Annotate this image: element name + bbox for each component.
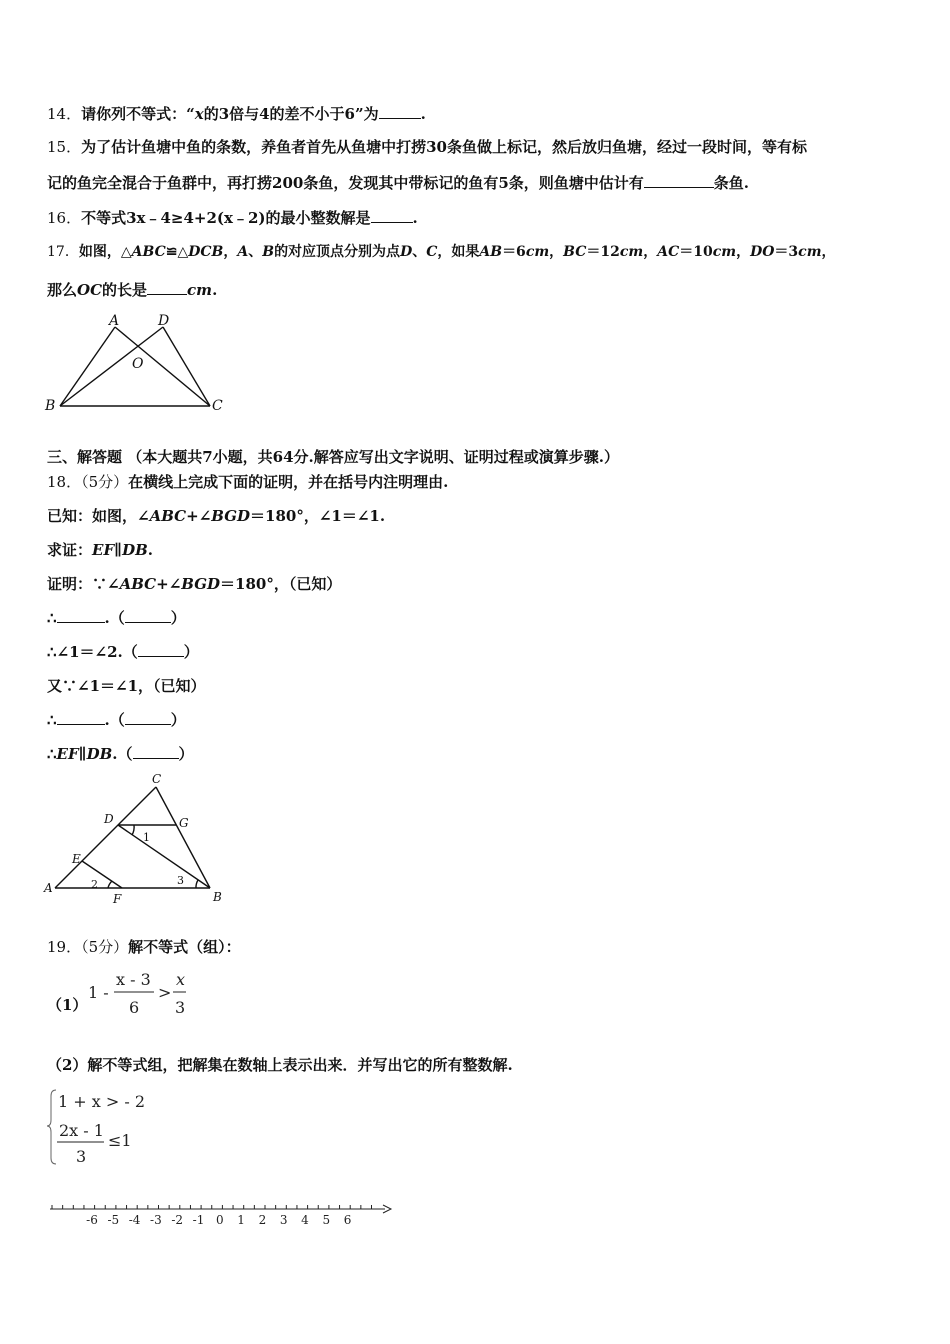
q17-line-dc <box>163 327 210 406</box>
q18-label-b: B <box>213 890 222 904</box>
q17-line1-seg: 、 <box>412 244 427 260</box>
q18-line-ac <box>55 787 156 888</box>
q14-answer-blank[interactable] <box>379 104 421 119</box>
q17-figure <box>40 310 240 420</box>
q19-part2-text: （2）解不等式组，把解集在数轴上表示出来．并写出它的所有整数解. <box>47 1056 513 1074</box>
q17-line1-seg: ， <box>643 244 658 260</box>
q18-score: （5分） <box>81 473 129 491</box>
q18-known-seg: ABC <box>149 507 187 525</box>
q18-step2 <box>47 642 199 662</box>
q18-step4 <box>47 710 186 730</box>
q18-known-seg: ＝180°，∠1＝∠1. <box>250 507 386 525</box>
q17-line1-seg: cm <box>619 244 644 260</box>
q18-line-cb <box>156 787 210 888</box>
q17-line1-seg: ， <box>736 244 751 260</box>
q17-line1-seg: 、 <box>248 244 263 260</box>
q19-p1-num: x - 3 <box>116 970 151 989</box>
q17-label-d: D <box>158 313 170 329</box>
q19-number: 19． <box>47 938 82 956</box>
q17-line1 <box>79 244 836 260</box>
q18-angle-2-arc <box>108 881 112 888</box>
q18-step1 <box>47 608 186 628</box>
q18-label-a: A <box>44 881 53 895</box>
q18-step2-end: ） <box>183 643 199 661</box>
q18-proof-head <box>47 574 341 594</box>
q18-known <box>47 506 385 526</box>
q19-eq1: 1 + x > - 2 <box>58 1092 146 1111</box>
q15-answer-blank[interactable] <box>644 173 714 188</box>
q18-prove-seg: DB <box>122 541 148 559</box>
q17-line2-pre: 那么 <box>47 281 78 299</box>
q16-answer-blank[interactable] <box>371 208 413 223</box>
q18-label-e: E <box>72 852 81 866</box>
q17-line1-seg: B <box>262 244 275 260</box>
q19-p1-den: 6 <box>129 998 140 1017</box>
q17-line1-seg: ， <box>549 244 564 260</box>
q19-prompt: 解不等式（组）： <box>128 938 241 956</box>
q19-eq2-num: 2x - 1 <box>59 1121 104 1140</box>
q18-proof-seg: +∠ <box>156 575 182 593</box>
q17-line-bd <box>60 327 163 406</box>
q17-line2-mid: 的长是 <box>102 281 148 299</box>
q17-line1-seg: ABC <box>131 244 166 260</box>
question-14 <box>47 104 426 124</box>
q17-line1-seg: AB <box>479 244 503 260</box>
q19-p1-rnum: x <box>176 970 186 989</box>
q17-line1-seg: C <box>426 244 438 260</box>
number-line-label: -4 <box>128 1213 141 1227</box>
q17-number: 17． <box>47 244 79 260</box>
number-line-label: -3 <box>150 1213 162 1227</box>
q17-line1-seg: cm <box>798 244 822 260</box>
q18-step5-mid: .（ <box>112 745 133 763</box>
number-line-label: 2 <box>258 1213 267 1227</box>
q18-angle-2-label: 2 <box>91 878 98 891</box>
question-17-line1 <box>47 242 836 262</box>
q18-angle-1-label: 1 <box>143 831 150 844</box>
q18-step4-reason-blank[interactable] <box>125 710 171 725</box>
q19-p1-lead: 1 - <box>88 983 109 1002</box>
q18-prove-seg: EF <box>92 541 115 559</box>
number-line-label: 4 <box>301 1213 309 1227</box>
q18-known-seg: BGD <box>211 507 251 525</box>
q19-system-brace <box>47 1090 56 1164</box>
q18-line-ef <box>82 861 122 888</box>
q18-step1-reason-blank[interactable] <box>125 608 171 623</box>
q18-proof-seg: ABC <box>119 575 157 593</box>
question-15-line2 <box>47 173 749 193</box>
q15-line1: 为了估计鱼塘中鱼的条数，养鱼者首先从鱼塘中打捞30条鱼做上标记，然后放归鱼塘，经过一段时间，等有标 <box>81 138 807 156</box>
q17-line1-seg: ＝12 <box>586 244 620 260</box>
q18-prove-seg: . <box>147 541 153 559</box>
q17-line1-seg: BC <box>563 244 587 260</box>
q18-step5-pre: ∴ <box>47 745 57 763</box>
q14-text-post: 的3倍与4的差不小于6”为 <box>203 105 379 123</box>
q18-known-seg: 已知：如图，∠ <box>47 507 150 525</box>
q18-step1-blank[interactable] <box>57 608 105 623</box>
q17-line1-seg: cm <box>712 244 737 260</box>
q18-step1-end: ） <box>170 609 186 627</box>
q19-score: （5分） <box>81 938 129 956</box>
q18-label-g: G <box>179 816 189 830</box>
q17-line-ba <box>60 327 115 406</box>
q17-line1-seg: DO <box>750 244 775 260</box>
q17-line1-seg: ＝3 <box>774 244 799 260</box>
number-line-label: 6 <box>343 1213 352 1227</box>
q18-angle-3-label: 3 <box>177 874 184 887</box>
q17-line1-seg: D <box>400 244 413 260</box>
q17-line1-seg: DCB <box>188 244 224 260</box>
q18-step5-var: EF∥DB <box>56 745 113 763</box>
q17-line1-seg: cm <box>525 244 550 260</box>
number-line-label: 0 <box>215 1213 224 1227</box>
q18-prove-seg: ∥ <box>114 541 123 559</box>
q17-unit: cm <box>187 281 213 299</box>
q17-answer-blank[interactable] <box>147 280 187 295</box>
q18-step2-reason-blank[interactable] <box>138 642 184 657</box>
q18-label-c: C <box>152 772 162 786</box>
q19-p1-op: > <box>158 983 172 1002</box>
q19-eq2-den: 3 <box>76 1147 87 1166</box>
q18-step1-mid: .（ <box>104 609 125 627</box>
q18-proof-text <box>47 575 341 593</box>
q16-number: 16． <box>47 209 82 227</box>
q18-prove-seg: 求证： <box>47 541 93 559</box>
q17-line1-seg: ＝10 <box>679 244 713 260</box>
q18-step4-mid: .（ <box>104 711 125 729</box>
q15-line2a: 记的鱼完全混合于鱼群中，再打捞200条鱼，发现其中带标记的鱼有5条，则鱼塘中估计有 <box>47 174 644 192</box>
q17-line-ac <box>115 327 210 406</box>
q16-text: 不等式3x﹣4≥4+2(x﹣2)的最小整数解是 <box>81 209 371 227</box>
q18-label-f: F <box>113 892 122 906</box>
q18-step3: 又∵∠1＝∠1，（已知） <box>47 677 206 695</box>
q18-step4-end: ） <box>170 711 186 729</box>
q18-proof-seg: ＝180°，（已知） <box>220 575 342 593</box>
q14-number: 14． <box>47 105 82 123</box>
number-line-label: -2 <box>171 1213 184 1227</box>
q17-line1-seg: 如图，△ <box>78 244 132 260</box>
q18-step5-end: ） <box>178 745 194 763</box>
q18-prompt: 在横线上完成下面的证明，并在括号内注明理由. <box>128 473 449 491</box>
q18-label-d: D <box>104 812 114 826</box>
q18-step4-pre: ∴ <box>47 711 57 729</box>
q18-step4-blank[interactable] <box>57 710 105 725</box>
q19-p1-rden: 3 <box>175 998 186 1017</box>
q17-label-a: A <box>109 313 120 329</box>
q19-part1-expression <box>86 965 206 1021</box>
q17-line1-seg: 的对应顶点分别为点 <box>274 244 401 260</box>
q15-line2b: 条鱼. <box>713 174 749 192</box>
question-15-line1 <box>47 137 807 157</box>
number-line-label: -6 <box>86 1213 98 1227</box>
q17-line1-seg: ， <box>821 244 836 260</box>
question-18 <box>47 472 448 492</box>
q17-line1-seg: ， <box>223 244 238 260</box>
q18-figure <box>40 770 240 910</box>
q17-line1-seg: ＝6 <box>502 244 526 260</box>
q14-text-pre: 请你列不等式：“ <box>81 105 195 123</box>
section-3-heading: 三、解答题 （本大题共7小题，共64分.解答应写出文字说明、证明过程或演算步骤.） <box>47 448 619 466</box>
q18-prove <box>47 540 153 560</box>
number-line-label: 5 <box>322 1213 331 1227</box>
question-16 <box>47 208 418 228</box>
q15-number: 15． <box>47 138 82 156</box>
q16-end: . <box>412 209 418 227</box>
q17-end: . <box>212 281 218 299</box>
q18-prove-text <box>47 541 153 559</box>
q18-known-seg: +∠ <box>186 507 212 525</box>
q18-proof-seg: 证明：∵∠ <box>47 575 120 593</box>
question-19 <box>47 937 241 957</box>
number-line[interactable] <box>40 1196 400 1236</box>
q19-eq2-rhs: ≤1 <box>108 1131 132 1150</box>
q19-system <box>46 1086 196 1168</box>
question-17-line2 <box>47 280 217 300</box>
q17-line1-seg: AC <box>657 244 680 260</box>
q17-label-b: B <box>45 398 56 414</box>
number-line-label: -1 <box>192 1213 205 1227</box>
q18-known-text <box>47 507 385 525</box>
q17-label-o: O <box>132 356 144 372</box>
q18-number: 18． <box>47 473 82 491</box>
q18-angle-1-arc <box>132 825 134 835</box>
q18-step5-reason-blank[interactable] <box>133 744 179 759</box>
number-line-label: 1 <box>237 1213 245 1227</box>
q17-oc: OC <box>77 281 103 299</box>
q17-line1-seg: ≌△ <box>165 244 189 260</box>
q18-angle-3-arc <box>196 880 198 888</box>
q18-step1-pre: ∴ <box>47 609 57 627</box>
q14-variable: x <box>194 105 204 123</box>
q18-step2-pre: ∴∠1＝∠2.（ <box>47 643 138 661</box>
q19-part1-label: （1） <box>47 996 88 1014</box>
q17-line1-seg: ，如果 <box>437 244 480 260</box>
number-line-label: -5 <box>107 1213 120 1227</box>
q14-end: . <box>420 105 426 123</box>
q18-step5 <box>47 744 194 764</box>
q17-line1-seg: A <box>237 244 249 260</box>
number-line-label: 3 <box>279 1213 288 1227</box>
q18-proof-seg: BGD <box>181 575 221 593</box>
q17-label-c: C <box>212 398 223 414</box>
